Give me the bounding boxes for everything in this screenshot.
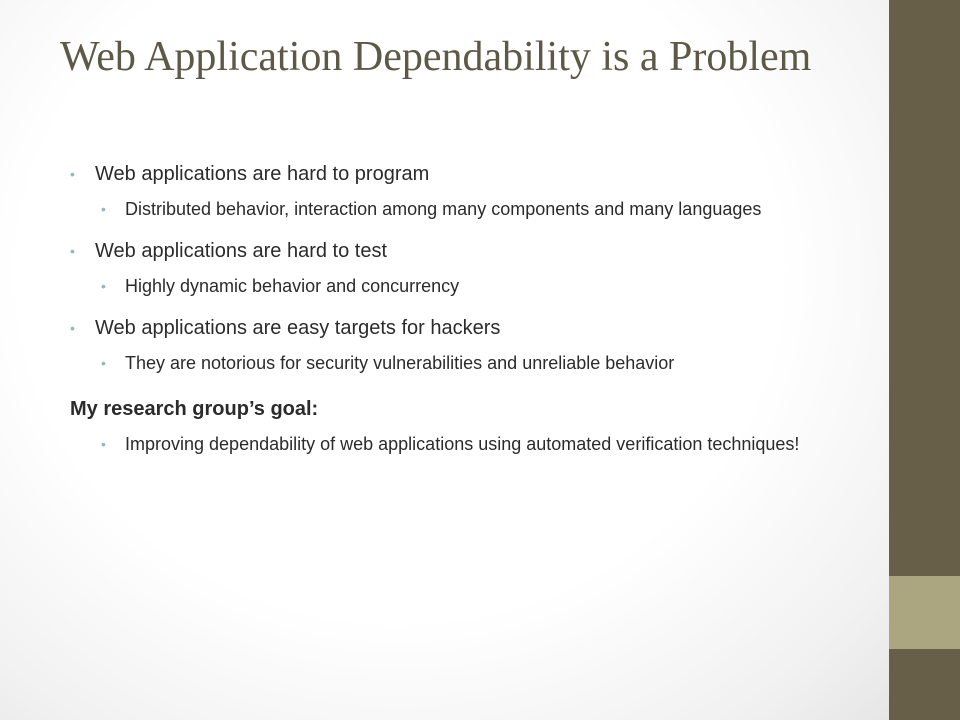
side-band-accent — [889, 576, 960, 649]
bullet-text: Web applications are easy targets for hackers — [95, 317, 501, 339]
bullet-list — [70, 160, 840, 377]
bullet-text: Web applications are hard to test — [95, 240, 388, 262]
bullet-item — [70, 237, 840, 265]
sub-bullet-text: Highly dynamic behavior and concurrency — [125, 276, 460, 296]
bullet-icon: • — [101, 436, 106, 452]
goal-item — [70, 431, 840, 458]
bullet-icon: • — [70, 320, 75, 336]
sub-bullet-text: They are notorious for security vulnerabilities and unreliable behavior — [125, 353, 675, 373]
bullet-icon: • — [70, 166, 75, 182]
sub-bullet-text: Distributed behavior, interaction among many components and many languages — [125, 199, 762, 219]
sub-bullet-item — [70, 196, 840, 223]
bullet-text: Web applications are hard to program — [95, 163, 430, 185]
goal-heading: My research group’s goal: — [70, 398, 319, 420]
bullet-icon: • — [101, 278, 106, 294]
sub-bullet-item — [70, 350, 840, 377]
slide-content — [70, 160, 840, 472]
bullet-icon: • — [101, 355, 106, 371]
side-band-bottom — [889, 649, 960, 720]
bullet-item — [70, 160, 840, 188]
side-band-top — [889, 0, 960, 576]
slide-title: Web Application Dependability is a Problem — [60, 34, 812, 80]
bullet-item — [70, 314, 840, 342]
goal-text: Improving dependability of web applications using automated verification techniques! — [125, 434, 800, 454]
sub-bullet-item — [70, 273, 840, 300]
goal-list — [70, 431, 840, 458]
bullet-icon: • — [70, 243, 75, 259]
bullet-icon: • — [101, 201, 106, 217]
